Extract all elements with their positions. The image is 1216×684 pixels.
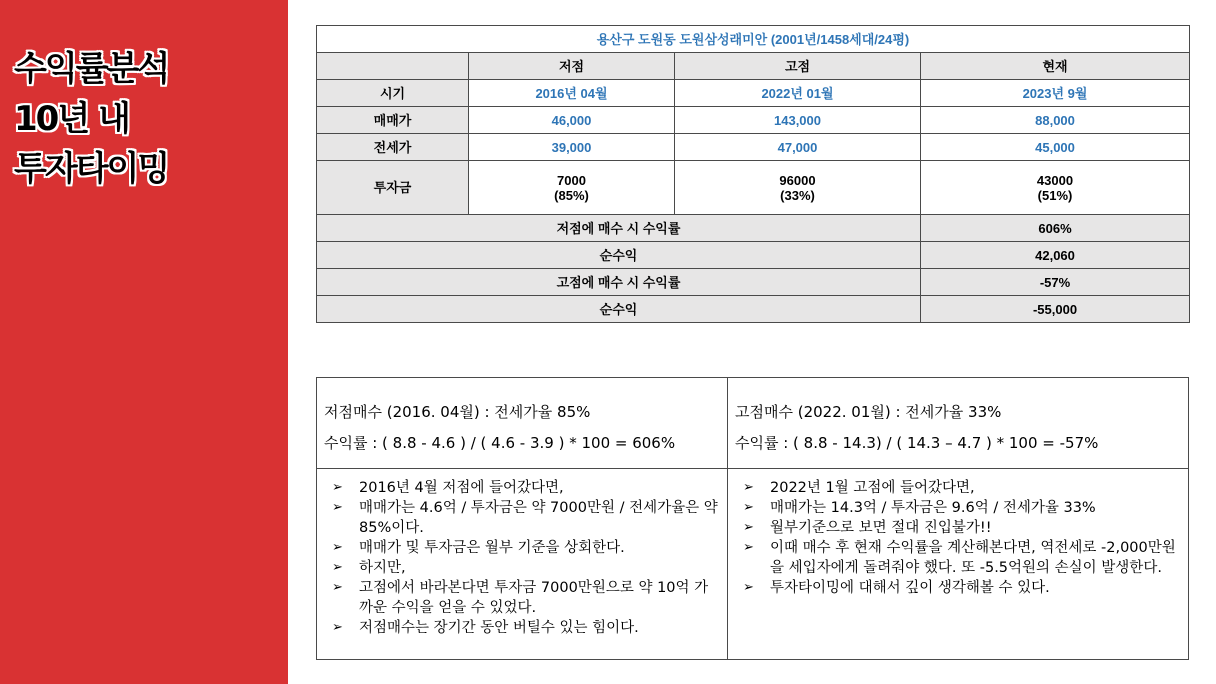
header-high: 고점 — [675, 53, 921, 80]
cell-value: 45,000 — [921, 134, 1190, 161]
cell-value: 96000 — [779, 172, 816, 188]
high-buy-column — [727, 378, 1189, 659]
title-line-3: 투자타이밍 — [14, 149, 169, 189]
result-value: -57% — [921, 269, 1190, 296]
low-buy-points — [317, 478, 727, 638]
cell-value: 7000 — [557, 172, 586, 188]
side-panel — [0, 0, 288, 684]
list-item: ➢ 고점에서 바라본다면 투자금 7000만원으로 약 10억 가까운 수익을 얻을 수 있었다. — [317, 578, 727, 618]
list-item: ➢ 매매가는 4.6억 / 투자금은 약 7000만원 / 전세가율은 약 85%이다. — [317, 498, 727, 538]
table-row — [317, 134, 1190, 161]
result-value: 606% — [921, 215, 1190, 242]
low-buy-header — [317, 378, 727, 469]
list-item: ➢ 2016년 4월 저점에 들어갔다면, — [317, 478, 727, 498]
result-label: 고점에 매수 시 수익률 — [317, 269, 921, 296]
cell-investment — [921, 161, 1190, 215]
row-label: 전세가 — [317, 134, 469, 161]
row-label: 매매가 — [317, 107, 469, 134]
list-item: ➢ 2022년 1월 고점에 들어갔다면, — [728, 478, 1189, 498]
cell-value: 46,000 — [469, 107, 675, 134]
cell-value: 2023년 9월 — [921, 80, 1190, 107]
list-item: ➢ 투자타이밍에 대해서 깊이 생각해볼 수 있다. — [728, 578, 1189, 598]
cell-value: 43000 — [1036, 172, 1074, 188]
list-item: ➢ 매매가는 14.3억 / 투자금은 9.6억 / 전세가율 33% — [728, 498, 1189, 518]
row-label: 투자금 — [317, 161, 469, 215]
cell-value: 2016년 04월 — [469, 80, 675, 107]
cell-value: 2022년 01월 — [675, 80, 921, 107]
header-now: 현재 — [921, 53, 1190, 80]
list-item: ➢ 하지만, — [317, 558, 727, 578]
list-item: ➢ 매매가 및 투자금은 월부 기준을 상회한다. — [317, 538, 727, 558]
title-line-1: 수익률분석 — [14, 49, 169, 89]
cell-value: 39,000 — [469, 134, 675, 161]
cell-ratio: (51%) — [1037, 187, 1073, 203]
high-buy-heading: 고점매수 (2022. 01월) : 전세가율 33% — [735, 403, 1002, 421]
result-label: 순수익 — [317, 296, 921, 323]
table-row — [317, 80, 1190, 107]
result-row — [317, 242, 1190, 269]
header-empty-cell — [317, 53, 469, 80]
list-item: ➢ 저점매수는 장기간 동안 버틸수 있는 힘이다. — [317, 618, 727, 638]
high-buy-header — [728, 378, 1189, 469]
result-row — [317, 215, 1190, 242]
result-row — [317, 296, 1190, 323]
cell-value: 88,000 — [921, 107, 1190, 134]
result-label: 저점에 매수 시 수익률 — [317, 215, 921, 242]
cell-ratio: (33%) — [780, 187, 815, 203]
list-item: ➢ 이때 매수 후 현재 수익률을 계산해본다면, 역전세로 -2,000만원을 세입자에게 돌려줘야 했다. 또 -5.5억원의 손실이 발생한다. — [728, 538, 1189, 578]
low-buy-heading: 저점매수 (2016. 04월) : 전세가율 85% — [324, 403, 591, 421]
slide-title — [14, 44, 168, 194]
row-label: 시기 — [317, 80, 469, 107]
result-value: 42,060 — [921, 242, 1190, 269]
high-buy-points — [728, 478, 1189, 598]
cell-investment — [675, 161, 921, 215]
table-row — [317, 107, 1190, 134]
header-low: 저점 — [469, 53, 675, 80]
cell-ratio: (85%) — [554, 187, 589, 203]
analysis-box — [316, 377, 1189, 660]
cell-value: 143,000 — [675, 107, 921, 134]
low-buy-column — [317, 378, 727, 659]
table-title-row — [317, 26, 1190, 53]
low-buy-formula: 수익률 : ( 8.8 - 4.6 ) / ( 4.6 - 3.9 ) * 100 = 606% — [324, 434, 676, 452]
result-row — [317, 269, 1190, 296]
price-summary-table — [316, 25, 1190, 323]
cell-investment — [469, 161, 675, 215]
list-item: ➢ 월부기준으로 보면 절대 진입불가!! — [728, 518, 1189, 538]
title-line-2: 10년 내 — [14, 99, 129, 139]
result-value: -55,000 — [921, 296, 1190, 323]
table-row — [317, 161, 1190, 215]
table-header-row — [317, 53, 1190, 80]
result-label: 순수익 — [317, 242, 921, 269]
table-title: 용산구 도원동 도원삼성래미안 (2001년/1458세대/24평) — [317, 26, 1190, 53]
cell-value: 47,000 — [675, 134, 921, 161]
high-buy-formula: 수익률 : ( 8.8 - 14.3) / ( 14.3 – 4.7 ) * 100 = -57% — [735, 434, 1099, 452]
